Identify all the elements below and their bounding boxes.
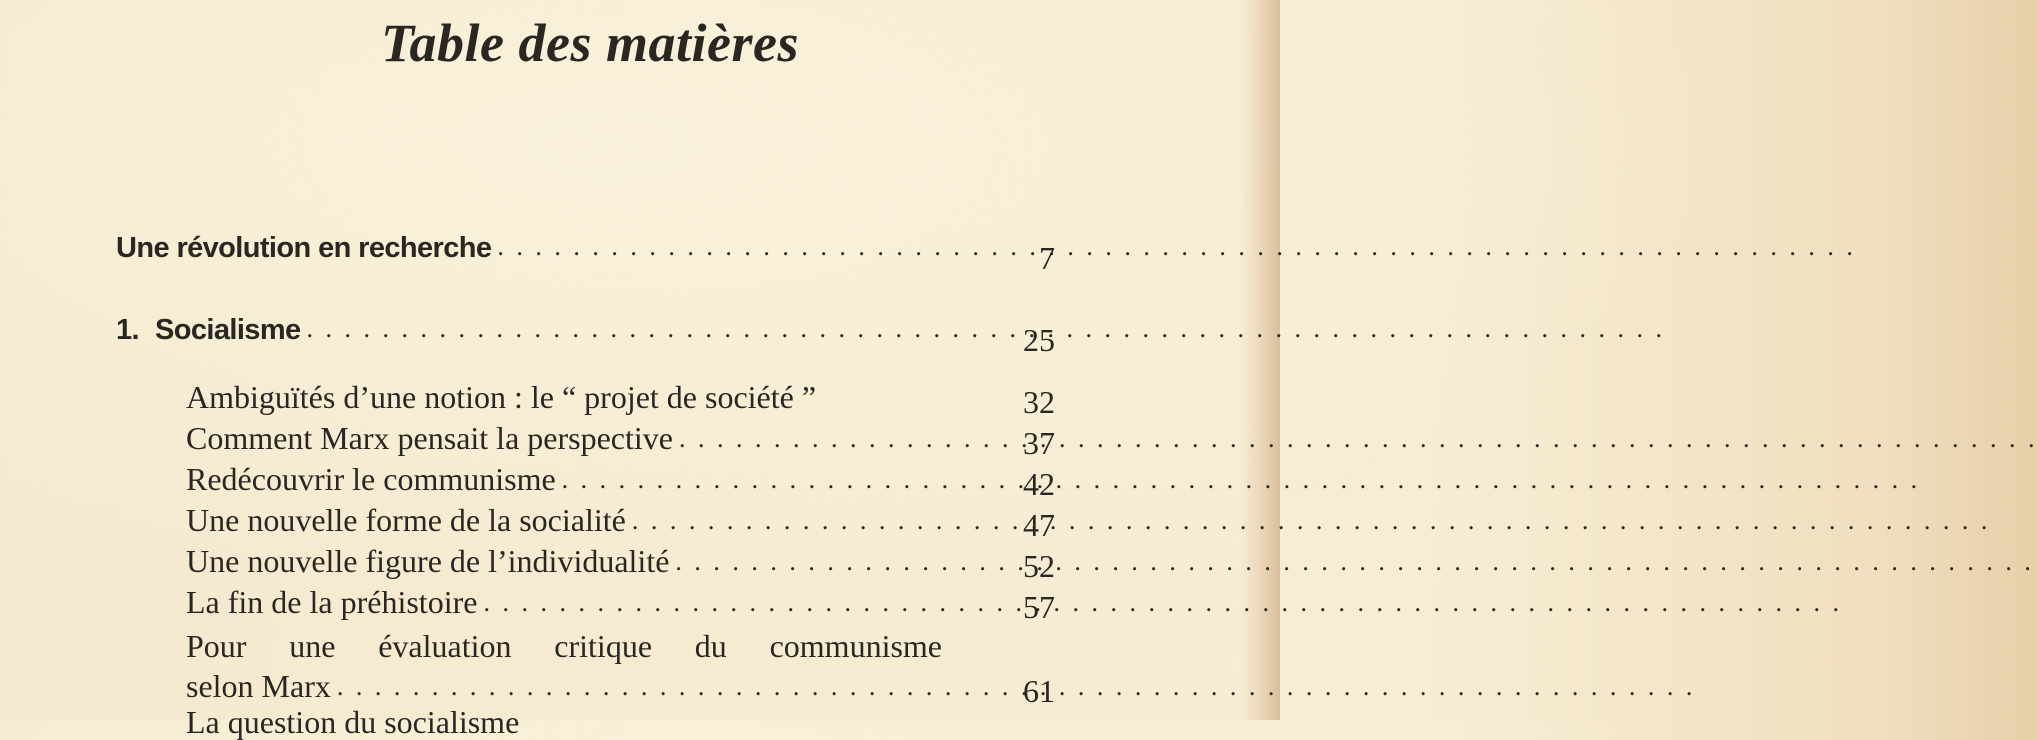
toc-entry — [186, 543, 948, 580]
title-word: évaluation — [378, 628, 512, 664]
dot-leader — [497, 232, 1856, 262]
toc-entry-intro — [116, 232, 948, 265]
toc-entry — [186, 668, 948, 705]
toc-entry — [186, 461, 948, 498]
dot-leader — [483, 588, 1842, 618]
toc-page-number: 37 — [1023, 425, 1055, 461]
toc-entry-title-line-1 — [186, 628, 942, 665]
title-word: Pour — [186, 628, 247, 664]
toc-entry — [186, 420, 948, 457]
toc-page-number: 47 — [1023, 507, 1055, 543]
toc-page-number: 7 — [1039, 240, 1055, 276]
chapter-number: 1. — [116, 314, 139, 346]
toc-page-number: 42 — [1023, 466, 1055, 502]
title-word: communisme — [769, 628, 942, 664]
toc-page-number: 52 — [1023, 548, 1055, 584]
toc-entry-title: Redécouvrir le communisme — [186, 461, 556, 497]
toc-entry — [186, 584, 948, 621]
toc-page-number: 32 — [1023, 384, 1055, 420]
toc-entry-title: Une nouvelle figure de l’individualité — [186, 543, 670, 579]
dot-leader — [632, 506, 1991, 536]
title-word: une — [289, 628, 336, 664]
toc-entry-title-line-2: selon Marx — [186, 668, 331, 704]
toc-entry-title: Ambiguïtés d’une notion : le “ projet de société ” — [186, 379, 817, 415]
toc-entry-cut-off — [186, 704, 946, 740]
page-title: Table des matières — [381, 13, 799, 73]
toc-entry-title: La fin de la préhistoire — [186, 584, 478, 620]
toc-entry-title: Une révolution en recherche — [116, 232, 492, 264]
toc-entry-chapter-1 — [116, 314, 948, 347]
title-word: du — [694, 628, 727, 664]
dot-leader — [562, 465, 1921, 495]
dot-leader — [675, 547, 2034, 577]
toc-page-number: 25 — [1023, 322, 1055, 358]
toc-page-number: 61 — [1023, 673, 1055, 709]
toc-entry-title: La question du socialisme — [186, 704, 520, 740]
toc-entry — [186, 502, 948, 539]
toc-page-number: 57 — [1023, 589, 1055, 625]
toc-entry-title: Socialisme — [155, 314, 301, 346]
toc-entry-title: Une nouvelle forme de la socialité — [186, 502, 626, 538]
toc-entry-title: Comment Marx pensait la perspective — [186, 420, 673, 456]
dot-leader — [679, 424, 2037, 454]
title-word: critique — [554, 628, 653, 664]
